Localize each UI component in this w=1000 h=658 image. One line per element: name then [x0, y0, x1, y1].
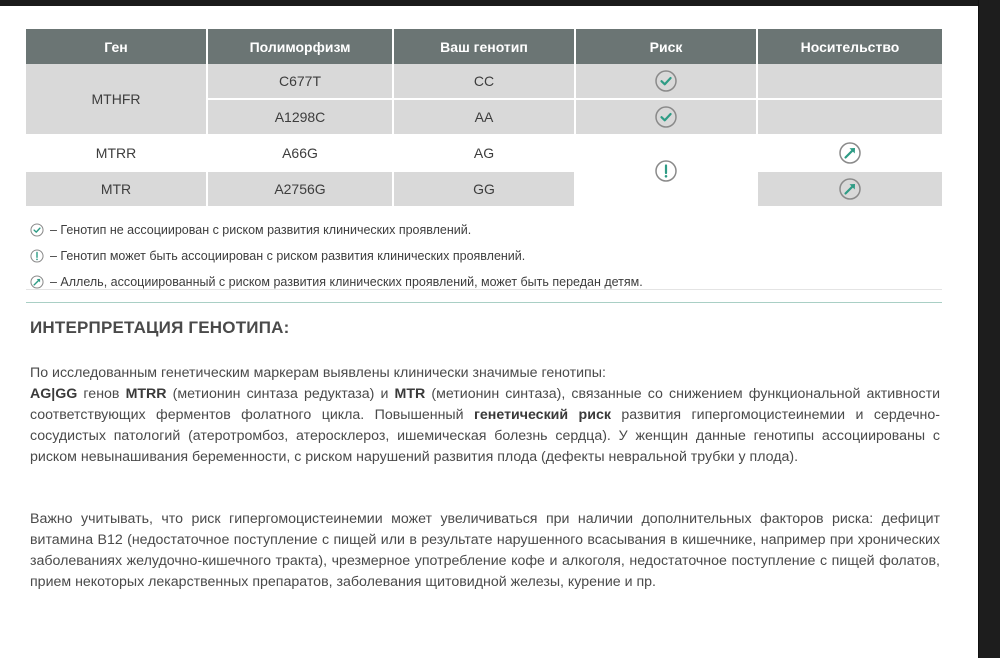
right-dark-panel — [978, 0, 1000, 658]
gene-cell: MTRR — [26, 135, 207, 171]
document-page — [0, 6, 978, 658]
paragraph-text: По исследованным генетическим маркерам выявлены клинически значимые генотипы: — [30, 365, 606, 381]
risk-cell — [575, 135, 757, 207]
carrier-cell — [757, 99, 942, 135]
interpretation-paragraph-1 — [30, 363, 940, 468]
polymorphism-cell: A2756G — [207, 171, 393, 207]
paragraph-text: развития гипергомоцистеинемии и сердечно-сосудистых патологий (атеротромбоз, атеросклероз, ишемическая болезнь сердца). У женщин данные генотипы ассоциированы с риском невынашивания беременности, с риском нарушений развития плода (дефекты невральной трубки у плода). — [30, 407, 940, 465]
arrow-circle-icon — [839, 178, 861, 200]
paragraph-text: (метионин синтаза), связанные со снижением функциональной активности соответствующих ферментов фолатного цикла. Повышенный — [30, 386, 940, 423]
legend-text: – Генотип не ассоциирован с риском развития клинических проявлений. — [50, 223, 472, 237]
section-divider — [26, 302, 942, 303]
carrier-cell — [757, 171, 942, 207]
polymorphism-cell: A66G — [207, 135, 393, 171]
genotype-bold: AG|GG — [30, 386, 78, 402]
header-genotype: Ваш генотип — [393, 29, 575, 64]
exclamation-circle-icon — [655, 160, 677, 182]
risk-cell — [575, 99, 757, 135]
legend-item — [30, 269, 942, 295]
carrier-cell — [757, 64, 942, 99]
paragraph-text: генов — [77, 386, 126, 402]
paragraph-text: (метионин синтаза редуктаза) и — [166, 386, 395, 402]
check-circle-icon — [655, 70, 677, 92]
polymorphism-cell: C677T — [207, 64, 393, 99]
legend-text: – Аллель, ассоциированный с риском развития клинических проявлений, может быть передан детям. — [50, 275, 643, 289]
risk-bold: генетический риск — [474, 407, 611, 423]
genotype-cell: CC — [393, 64, 575, 99]
table-row — [26, 171, 942, 207]
exclamation-circle-icon — [30, 249, 44, 263]
header-polymorphism: Полиморфизм — [207, 29, 393, 64]
check-circle-icon — [30, 223, 44, 237]
genotype-table — [26, 29, 942, 208]
carrier-cell — [757, 135, 942, 171]
header-carrier: Носительство — [757, 29, 942, 64]
table-row — [26, 64, 942, 99]
check-circle-icon — [655, 106, 677, 128]
genotype-cell: AA — [393, 99, 575, 135]
polymorphism-cell: A1298C — [207, 99, 393, 135]
table-header-row — [26, 29, 942, 64]
legend-text: – Генотип может быть ассоциирован с риском развития клинических проявлений. — [50, 249, 526, 263]
header-risk: Риск — [575, 29, 757, 64]
legend-divider — [26, 289, 942, 290]
legend-item — [30, 243, 942, 269]
legend-item — [30, 217, 942, 243]
table-row — [26, 135, 942, 171]
legend — [30, 217, 942, 295]
genotype-cell: AG — [393, 135, 575, 171]
gene-cell: MTHFR — [26, 64, 207, 135]
header-gene: Ген — [26, 29, 207, 64]
gene-bold: MTR — [394, 386, 426, 402]
gene-bold: MTRR — [125, 386, 167, 402]
risk-cell — [575, 64, 757, 99]
arrow-circle-icon — [30, 275, 44, 289]
arrow-circle-icon — [839, 142, 861, 164]
interpretation-title: ИНТЕРПРЕТАЦИЯ ГЕНОТИПА: — [30, 318, 290, 337]
gene-cell: MTR — [26, 171, 207, 207]
genotype-cell: GG — [393, 171, 575, 207]
interpretation-paragraph-2: Важно учитывать, что риск гипергомоцистеинемии может увеличиваться при наличии дополнительных факторов риска: дефицит витамина В12 (недостаточное поступление с пищей или в результате нарушенного всасывания в кишечнике, например при хронических заболеваниях желудочно-кишечного тракта), чрезмерное употребление кофе и алкоголя, недостаточное поступление с пищей фолатов, прием некоторых лекарственных препаратов, заболевания щитовидной железы, курение и пр. — [30, 511, 940, 590]
